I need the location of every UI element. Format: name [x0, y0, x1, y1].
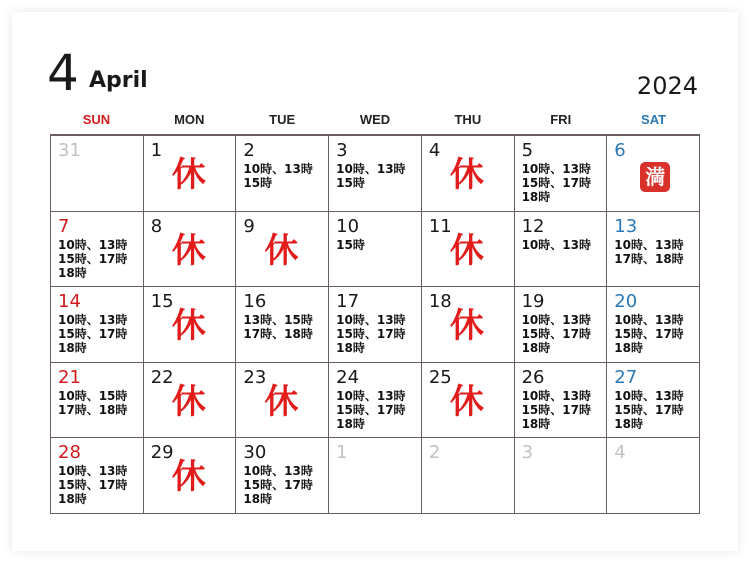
closed-mark: 休 — [449, 155, 484, 195]
day-cell[interactable] — [515, 438, 608, 514]
day-cell[interactable] — [144, 136, 237, 212]
available-times: 10時、13時 15時、17時 18時 — [58, 464, 128, 507]
available-times: 10時、13時 15時、17時 18時 — [58, 313, 128, 356]
day-number: 30 — [243, 442, 267, 464]
day-cell[interactable] — [515, 212, 608, 288]
day-cell[interactable] — [51, 212, 144, 288]
weekday-fri: FRI — [550, 112, 572, 127]
full-badge: 満 — [640, 162, 670, 192]
day-number: 2 — [243, 140, 255, 161]
available-times: 10時、13時 15時、17時 18時 — [614, 388, 684, 431]
day-number: 28 — [58, 442, 81, 464]
month-number: 4 — [47, 44, 79, 102]
day-cell[interactable] — [51, 136, 144, 212]
day-cell[interactable] — [607, 363, 700, 439]
day-cell[interactable] — [607, 287, 700, 363]
day-number: 26 — [521, 366, 545, 388]
day-number: 25 — [428, 366, 452, 388]
closed-mark: 休 — [171, 457, 206, 498]
day-cell[interactable] — [236, 438, 329, 514]
closed-mark: 休 — [171, 381, 206, 422]
day-cell[interactable] — [236, 136, 329, 212]
available-times: 10時、13時 17時、18時 — [614, 237, 684, 266]
available-times: 10時、13時 15時 — [336, 162, 406, 190]
day-cell[interactable] — [329, 363, 422, 439]
available-times: 10時、13時 15時、17時 18時 — [521, 313, 591, 356]
weekday-sun: SUN — [82, 112, 111, 127]
day-number: 22 — [150, 366, 174, 388]
available-times: 10時、13時 15時、17時 18時 — [336, 313, 406, 356]
day-number: 11 — [428, 215, 452, 237]
day-number: 29 — [150, 442, 174, 464]
day-number: 3 — [336, 140, 348, 161]
day-cell[interactable] — [144, 438, 237, 514]
closed-mark: 休 — [171, 155, 206, 195]
day-cell[interactable] — [329, 212, 422, 288]
day-cell[interactable] — [236, 212, 329, 288]
day-number: 17 — [336, 291, 360, 313]
available-times: 10時、13時 15時、17時 18時 — [521, 388, 591, 431]
weekday-tue: TUE — [269, 112, 296, 127]
day-cell[interactable] — [236, 287, 329, 363]
available-times: 13時、15時 17時、18時 — [243, 313, 313, 342]
day-cell[interactable] — [329, 136, 422, 212]
calendar-grid — [50, 134, 700, 514]
day-cell[interactable] — [144, 287, 237, 363]
day-number: 15 — [150, 291, 174, 313]
day-cell[interactable] — [422, 136, 515, 212]
day-number: 1 — [336, 442, 348, 464]
day-number: 4 — [614, 442, 626, 464]
day-number: 9 — [243, 215, 255, 237]
day-number: 4 — [428, 140, 441, 161]
day-number: 19 — [521, 291, 545, 313]
day-number: 5 — [521, 140, 534, 161]
available-times: 15時 — [336, 237, 365, 252]
day-cell[interactable] — [515, 287, 608, 363]
day-number: 6 — [614, 140, 626, 161]
day-cell[interactable] — [144, 363, 237, 439]
day-number: 21 — [58, 366, 81, 388]
day-cell[interactable] — [607, 438, 700, 514]
day-number: 20 — [614, 291, 638, 313]
day-number: 16 — [243, 291, 267, 313]
day-cell[interactable] — [236, 363, 329, 439]
day-number: 8 — [150, 215, 163, 237]
day-number: 13 — [614, 215, 638, 237]
available-times: 10時、15時 17時、18時 — [58, 388, 128, 417]
available-times: 10時、13時 15時、17時 18時 — [521, 162, 591, 204]
day-number: 24 — [336, 366, 360, 388]
available-times: 10時、13時 15時、17時 18時 — [58, 237, 128, 280]
day-number: 7 — [58, 215, 70, 237]
weekday-wed: WED — [359, 112, 391, 127]
available-times: 10時、13時 15時、17時 18時 — [614, 313, 684, 356]
closed-mark: 休 — [171, 230, 206, 271]
closed-mark: 休 — [171, 306, 206, 347]
closed-mark: 休 — [449, 381, 484, 422]
day-cell[interactable] — [422, 363, 515, 439]
closed-mark: 休 — [264, 381, 299, 422]
day-cell[interactable] — [607, 212, 700, 288]
weekday-sat: SAT — [641, 112, 667, 127]
day-number: 18 — [428, 291, 452, 313]
day-number: 10 — [336, 215, 360, 237]
available-times: 10時、13時 15時 — [243, 162, 313, 190]
day-cell[interactable] — [329, 287, 422, 363]
day-cell[interactable] — [51, 438, 144, 514]
day-cell[interactable] — [515, 363, 608, 439]
day-cell[interactable] — [51, 287, 144, 363]
month-name: April — [89, 68, 148, 93]
day-cell[interactable] — [515, 136, 608, 212]
day-cell[interactable] — [329, 438, 422, 514]
day-cell[interactable] — [607, 136, 700, 212]
day-number: 14 — [58, 291, 81, 313]
weekday-thu: THU — [454, 112, 482, 127]
weekday-header — [50, 112, 700, 130]
day-cell[interactable] — [422, 287, 515, 363]
available-times: 10時、13時 15時、17時 18時 — [336, 388, 406, 431]
day-number: 27 — [614, 366, 638, 388]
day-cell[interactable] — [51, 363, 144, 439]
day-number: 12 — [521, 215, 545, 237]
available-times: 10時、13時 15時、17時 18時 — [243, 464, 313, 507]
day-number: 2 — [428, 442, 441, 464]
day-number: 31 — [58, 140, 81, 161]
day-number: 3 — [521, 442, 534, 464]
closed-mark: 休 — [449, 230, 484, 271]
year-label: 2024 — [636, 72, 698, 100]
day-number: 23 — [243, 366, 267, 388]
weekday-mon: MON — [174, 112, 205, 127]
closed-mark: 休 — [449, 306, 484, 347]
closed-mark: 休 — [264, 230, 299, 271]
day-number: 1 — [150, 140, 163, 161]
available-times: 10時、13時 — [521, 237, 591, 252]
day-cell[interactable] — [422, 212, 515, 288]
day-cell[interactable] — [144, 212, 237, 288]
day-cell[interactable] — [422, 438, 515, 514]
